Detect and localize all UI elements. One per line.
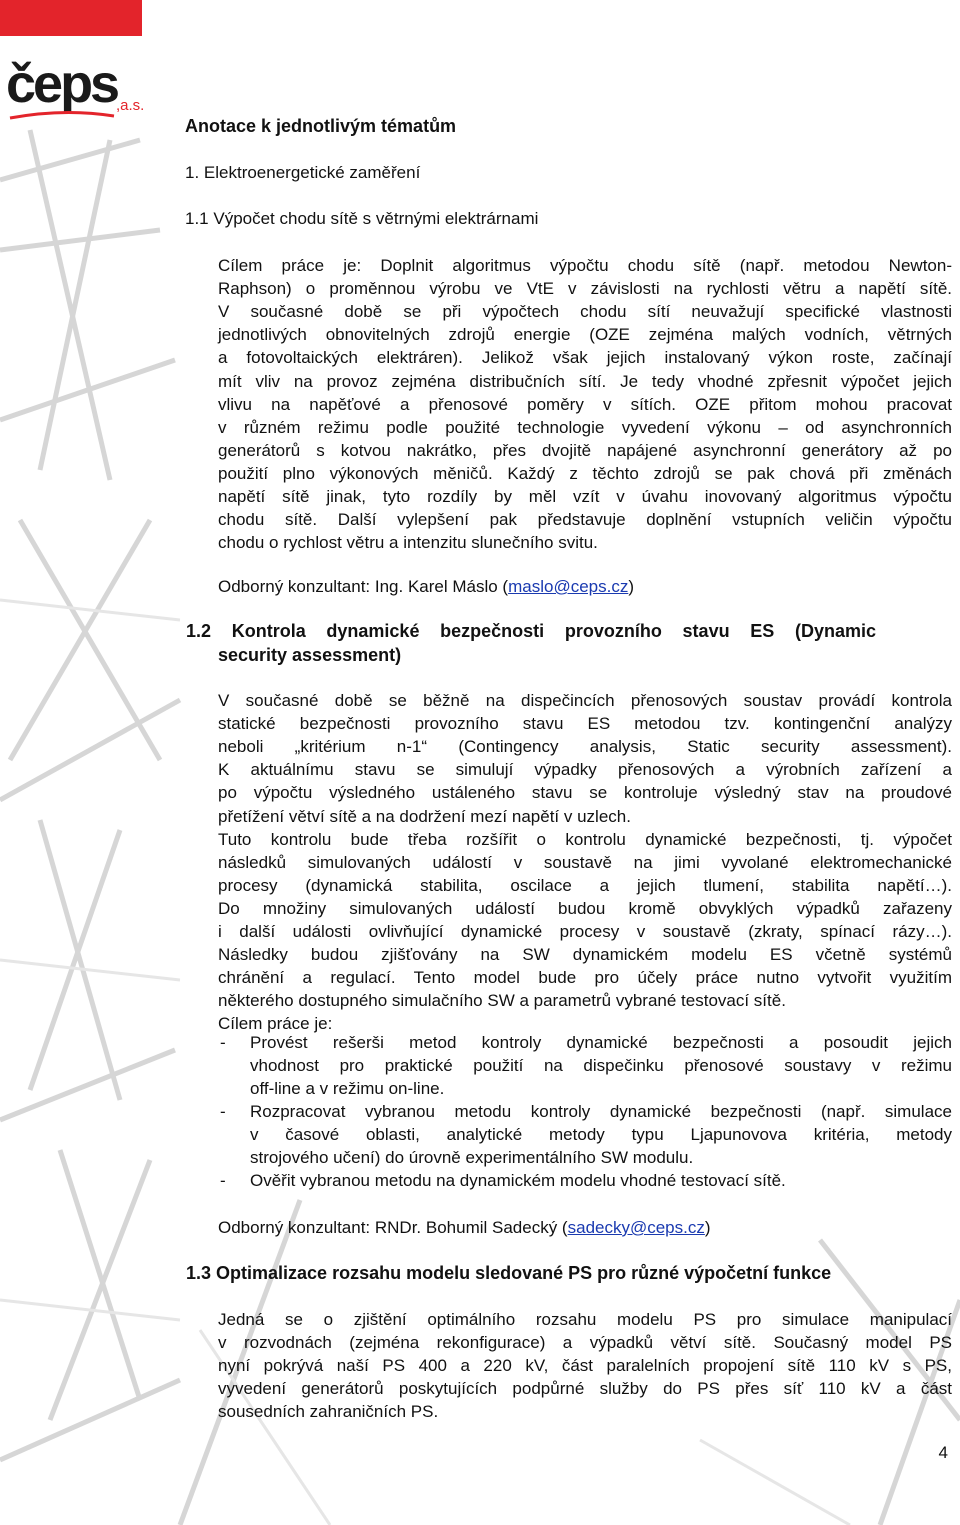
paragraph-line: statické bezpečnosti provozního stavu ES metodou tzv. kontingenční analýzy: [218, 714, 952, 734]
paragraph-line: a fotovoltaických elektráren). Jelikož však jejich instalovaný výkon roste, začínají: [218, 348, 952, 368]
paragraph-line: chodu o rychlost větru a intenzitu slunečního svitu.: [218, 533, 598, 553]
paragraph-line: vlivu na napěťové a přenosové poměry v sítích. OZE přitom mohou pracovat: [218, 394, 952, 414]
paragraph-line: procesy (dynamická stabilita, oscilace a jejich tlumení, stabilita napětí…).: [218, 875, 952, 895]
email-link-sadecky[interactable]: sadecky@ceps.cz: [567, 1218, 705, 1237]
subsection-heading-1-2-line1: 1.2 Kontrola dynamické bezpečnosti provozního stavu ES (Dynamic: [186, 621, 876, 641]
paragraph-line: vyvedení generátorů poskytujících podpůrné služby do PS přes síť 110 kV a část: [218, 1379, 952, 1399]
paragraph-line: Následky budou zjišťovány na SW dynamickém modelu ES včetně systémů: [218, 945, 952, 965]
bullet-item-line: off-line a v režimu on-line.: [250, 1079, 445, 1099]
paragraph-line: i další události ovlivňující dynamické procesy v soustavě (zkraty, spínací rázy…).: [218, 922, 952, 941]
paragraph-line: generátorů s kotvou nakrátko, přes dvojitě napájené asynchronní generátory až po: [218, 440, 952, 460]
bullet-marker: -: [220, 1171, 226, 1190]
paragraph-line: Do množiny simulovaných událostí budou kromě obvyklých výpadků zařazeny: [218, 898, 952, 918]
paragraph-line: v různém režimu podle použité technologie vyvedení výkonu – od asynchronních: [218, 417, 952, 437]
consultant-1-1: Odborný konzultant: Ing. Karel Máslo (maslo@ceps.cz): [218, 577, 635, 596]
paragraph-line: některého dostupného simulačního SW a parametrů vybrané testovací sítě.: [218, 991, 786, 1011]
paragraph-line: napětí sítě jinak, tyto rozdíly by měl vzít v úvahu inovovaný algoritmus výpočtu: [218, 487, 952, 506]
email-link-maslo[interactable]: maslo@ceps.cz: [508, 577, 629, 596]
subsection-heading-1-1: 1.1 Výpočet chodu sítě s větrnými elektrárnami: [185, 209, 539, 228]
paragraph-line: následků simulovaných událostí v soustavě na jimi vyvolané elektromechanické: [218, 852, 952, 872]
page-number: 4: [938, 1443, 948, 1462]
bullet-marker: -: [220, 1033, 226, 1052]
paragraph-line: chodu sítě. Další vylepšení pak představuje doplnění vstupních veličin výpočtu: [218, 510, 952, 530]
paragraph-line: použití plno výkonových měničů. Každý z těchto zdrojů se pak chová při změnách: [218, 463, 952, 483]
bullet-item-line: Rozpracovat vybranou metodu kontroly dynamické bezpečnosti (např. simulace: [250, 1102, 952, 1121]
bullet-item-line: Ověřit vybranou metodu na dynamickém modelu vhodné testovací sítě.: [250, 1171, 786, 1190]
paragraph-line: K aktuálnímu stavu se simulují výpadky přenosových a výrobních zařízení a: [218, 760, 952, 780]
bullet-item-line: v časové oblasti, analytické metody typu Ljapunovova kritéria, metody: [250, 1125, 952, 1145]
paragraph-line: jednotlivých obnovitelných zdrojů energie (OZE zejména malých vodních, větrných: [218, 325, 952, 345]
bullet-marker: -: [220, 1102, 226, 1121]
page-title: Anotace k jednotlivým tématům: [185, 116, 457, 136]
paragraph-line: Raphson) o proměnnou výrobu ve VtE v závislosti na rychlosti větru a napětí sítě.: [218, 279, 952, 299]
paragraph-line: po výpočtu výsledného ustáleného stavu se kontroluje výsledný stav na proudové: [218, 783, 952, 803]
svg-text:,a.s.: ,a.s.: [116, 97, 145, 114]
paragraph-line: nyní pokrývá naší PS 400 a 220 kV, část paralelních propojení sítě 110 kV s PS,: [218, 1356, 952, 1376]
paragraph-line: mít vliv na provoz zejména distribučních sítí. Je tedy vhodné zpřesnit výpočet jejich: [218, 371, 952, 391]
paragraph-line: Tuto kontrolu bude třeba rozšířit o kontrolu dynamické bezpečnosti, tj. výpočet: [218, 829, 952, 849]
subsection-heading-1-3: 1.3 Optimalizace rozsahu modelu sledované PS pro různé výpočetní funkce: [186, 1263, 832, 1283]
svg-text:čeps: čeps: [6, 54, 118, 114]
consultant-1-2: Odborný konzultant: RNDr. Bohumil Sadecký (sadecky@ceps.cz): [218, 1218, 711, 1237]
paragraph-line: V současné době se běžně na dispečincích přenosových soustav provádí kontrola: [218, 691, 952, 710]
bullet-item-line: Provést rešerši metod kontroly dynamické bezpečnosti a posoudit jejich: [250, 1033, 952, 1052]
paragraph-line: V současné době se při výpočtech chodu sítí neuvažují specifické vlastnosti: [218, 302, 952, 322]
paragraph-line: Cílem práce je:: [218, 1014, 333, 1034]
paragraph-line: Jedná se o zjištění optimálního rozsahu modelu PS pro simulace manipulací: [218, 1310, 952, 1329]
paragraph-line: přetížení větví sítě a na dodržení mezí napětí v uzlech.: [218, 806, 631, 826]
paragraph-line: chránění a regulací. Tento model bude pro účely práce nutno vytvořit využitím: [218, 968, 952, 988]
bullet-item-line: vhodnost pro praktické použití na dispečinku přenosové soustavy v režimu: [250, 1056, 952, 1076]
bullet-item-line: strojového učení) do úrovně experimentálního SW modulu.: [250, 1148, 694, 1168]
paragraph-line: sousedních zahraničních PS.: [218, 1402, 439, 1422]
section-heading-1: 1. Elektroenergetické zaměření: [185, 163, 421, 182]
paragraph-line: v rozvodnách (zejména rekonfigurace) a výpadků větví sítě. Současný model PS: [218, 1333, 952, 1353]
subsection-heading-1-2-line2: security assessment): [218, 645, 402, 665]
paragraph-line: neboli „kritérium n-1“ (Contingency analysis, Static security assessment).: [218, 737, 952, 757]
paragraph-line: Cílem práce je: Doplnit algoritmus výpočtu chodu sítě (např. metodou Newton-: [218, 256, 952, 275]
